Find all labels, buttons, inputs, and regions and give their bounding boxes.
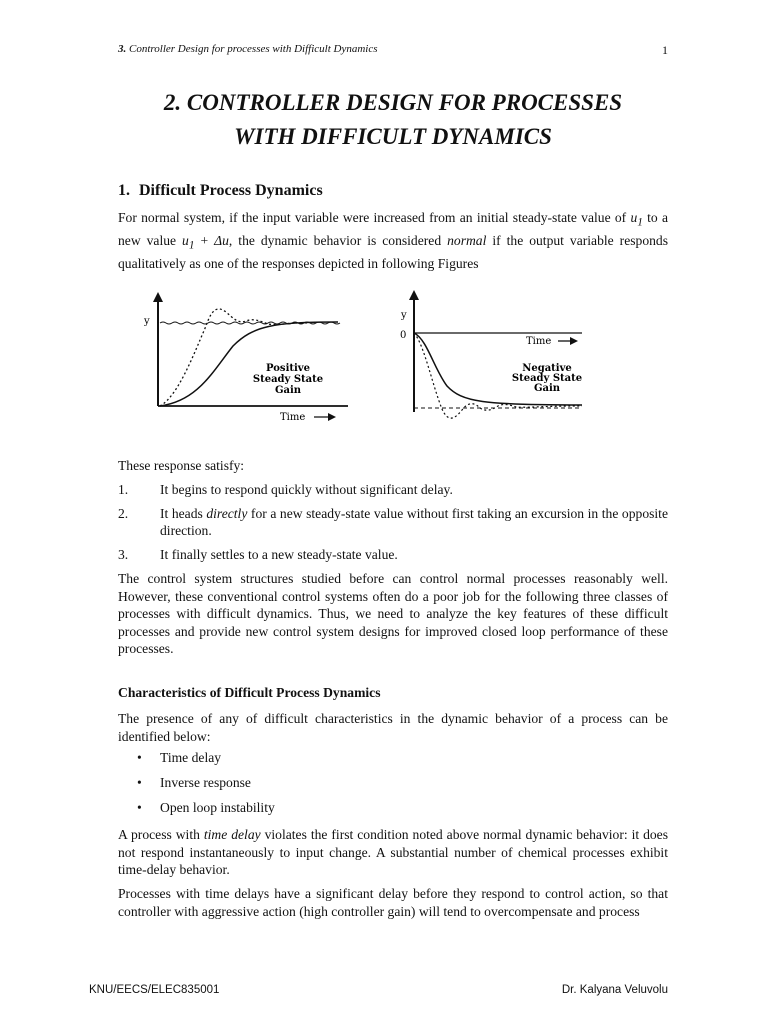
subheading: Characteristics of Difficult Process Dynamics: [118, 685, 381, 700]
paragraph-delay-control: Processes with time delays have a significant delay before they respond to control action, so that controller with aggressive action (high controller gain) will tend to overcompensate and process: [118, 886, 668, 919]
y-label: y: [401, 310, 407, 321]
section-title: Difficult Process Dynamics: [139, 182, 323, 199]
bullet-list: [137, 750, 275, 825]
list-number: 3.: [118, 546, 129, 562]
author-name: Dr. Kalyana Veluvolu: [561, 984, 668, 996]
list-text: [160, 481, 668, 499]
time-arrow-icon: [570, 337, 578, 345]
var-delta-u: Δu: [214, 233, 229, 249]
figure-negative-gain: [392, 284, 602, 426]
title-line-2: WITH DIFFICULT DYNAMICS: [234, 124, 552, 149]
para-text: violates the first condition noted above normal dynamic behavior: it does not respond instantaneously to input change. A substantial number of chemical processes exhibit time-delay behavior.: [118, 827, 669, 877]
list-item: [118, 505, 668, 540]
course-code: KNU/EECS/ELEC835001: [89, 984, 220, 996]
intro-text-3: +: [194, 233, 215, 249]
gain-label-2: Steady State: [511, 373, 583, 384]
gain-label-1: Positive: [266, 363, 310, 374]
running-header: [118, 43, 668, 55]
bullet-icon: •: [137, 800, 142, 815]
emphasis-time-delay: time delay: [203, 827, 261, 842]
list-text-part: It heads: [160, 505, 207, 521]
var-subscript: 1: [188, 239, 195, 252]
list-text-part: It begins to respond quickly without significant delay.: [160, 482, 453, 497]
list-text: [160, 546, 668, 564]
para-text: A process with: [118, 827, 204, 842]
emphasis-directly: directly: [206, 505, 248, 521]
y-arrow-icon: [409, 290, 419, 300]
paragraph-time-delay: [118, 826, 668, 879]
intro-paragraph: [118, 209, 668, 273]
time-arrow-icon: [328, 413, 336, 421]
bullet-item: [137, 775, 275, 800]
chapter-number: 3.: [118, 43, 127, 55]
list-number: 1.: [118, 482, 129, 497]
list-item: [118, 546, 668, 564]
zero-label: 0: [400, 330, 407, 341]
section-heading: [118, 182, 323, 200]
y-arrow-icon: [153, 292, 163, 302]
overdamped-response-curve: [160, 322, 338, 406]
gain-label-1: Negative: [522, 363, 572, 374]
var-u: u: [630, 210, 638, 225]
satisfy-intro: These response satisfy:: [118, 458, 245, 473]
page-footer: [89, 984, 668, 996]
time-label: Time: [526, 336, 552, 347]
gain-label-3: Gain: [274, 385, 302, 396]
figure-positive-gain: [138, 286, 368, 426]
intro-text-2: to a new value: [118, 210, 668, 249]
y-label: y: [144, 316, 150, 327]
list-text-part: It finally settles to a new steady-state value.: [160, 546, 398, 562]
gain-label-3: Gain: [533, 383, 561, 394]
list-number: 2.: [118, 505, 129, 521]
list-text: [160, 505, 668, 540]
bullet-text: Time delay: [160, 750, 222, 765]
bullet-icon: •: [137, 750, 142, 765]
bullet-text: Inverse response: [160, 775, 251, 790]
section-number: 1.: [118, 182, 130, 199]
list-text-part: for a new steady-state value without first taking an excursion in the opposite direction.: [160, 505, 668, 538]
intro-text-5: if the output variable responds qualitatively as one of the responses depicted in following Figures: [118, 233, 669, 272]
var-u: u: [182, 233, 189, 249]
gain-label-2: Steady State: [252, 374, 324, 385]
time-label: Time: [280, 412, 306, 423]
paragraph-conventional-control: The control system structures studied before can control normal processes reasonably well. However, these conventional control systems often do a poor job for the following three classes of processes with difficult dynamics. Thus, we need to analyze the key features of these difficult processes and provide new control system designs for improved closed loop performance of these processes.: [118, 571, 668, 656]
conditions-list: [118, 481, 668, 569]
chapter-title: Controller Design for processes with Difficult Dynamics: [129, 43, 378, 55]
bullet-item: [137, 750, 275, 775]
emphasis-normal: normal: [447, 233, 487, 249]
page-title: [100, 86, 686, 154]
bullet-item: [137, 800, 275, 825]
bullet-text: Open loop instability: [160, 800, 275, 815]
bullet-icon: •: [137, 775, 142, 790]
page-number: 1: [662, 43, 668, 57]
intro-text-4: , the dynamic behavior is considered: [228, 233, 448, 249]
var-subscript: 1: [637, 216, 643, 229]
paragraph-characteristics: The presence of any of difficult characteristics in the dynamic behavior of a process can be identified below:: [118, 711, 668, 744]
list-item: [118, 481, 668, 499]
title-line-1: 2. CONTROLLER DESIGN FOR PROCESSES: [163, 90, 623, 115]
intro-text-1: For normal system, if the input variable were increased from an initial steady-state value of: [118, 210, 631, 225]
